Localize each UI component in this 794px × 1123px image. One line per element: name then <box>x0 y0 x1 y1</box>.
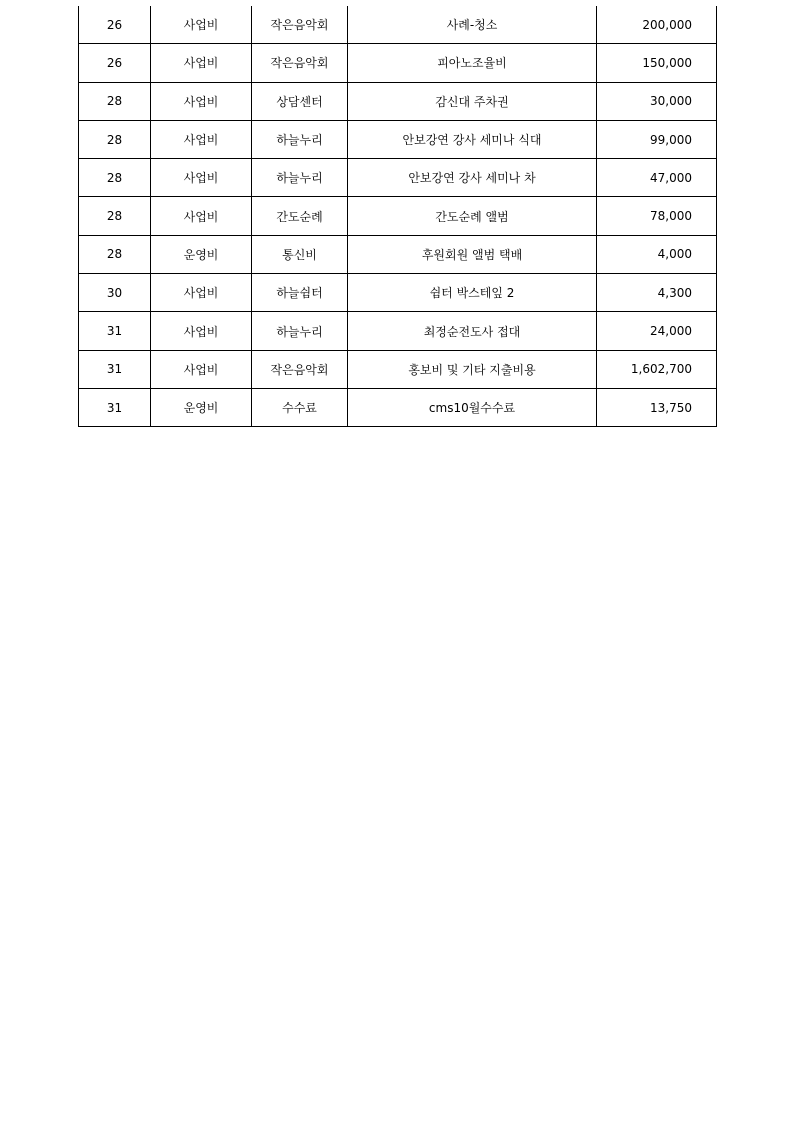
amount-cell: 150,000 <box>597 44 717 82</box>
account-cell: 하늘누리 <box>252 159 348 197</box>
account-cell: 하늘누리 <box>252 312 348 350</box>
category-cell: 사업비 <box>151 120 252 158</box>
day-cell: 26 <box>79 44 151 82</box>
account-cell: 수수료 <box>252 388 348 426</box>
description-cell: 최정순전도사 접대 <box>348 312 597 350</box>
description-cell: 사례-청소 <box>348 6 597 44</box>
amount-cell: 4,000 <box>597 235 717 273</box>
category-cell: 사업비 <box>151 6 252 44</box>
table-row <box>79 6 717 44</box>
category-cell: 사업비 <box>151 197 252 235</box>
category-cell: 사업비 <box>151 312 252 350</box>
category-cell: 사업비 <box>151 159 252 197</box>
account-cell: 작은음악회 <box>252 350 348 388</box>
account-cell: 통신비 <box>252 235 348 273</box>
table-row <box>79 120 717 158</box>
day-cell: 30 <box>79 274 151 312</box>
table-row <box>79 312 717 350</box>
amount-cell: 4,300 <box>597 274 717 312</box>
account-cell: 간도순례 <box>252 197 348 235</box>
amount-cell: 99,000 <box>597 120 717 158</box>
description-cell: 안보강연 강사 세미나 차 <box>348 159 597 197</box>
amount-cell: 1,602,700 <box>597 350 717 388</box>
account-cell: 상담센터 <box>252 82 348 120</box>
amount-cell: 200,000 <box>597 6 717 44</box>
description-cell: 후원회원 앨범 택배 <box>348 235 597 273</box>
table-row <box>79 82 717 120</box>
account-cell: 작은음악회 <box>252 44 348 82</box>
table-row <box>79 159 717 197</box>
amount-cell: 30,000 <box>597 82 717 120</box>
table-row <box>79 350 717 388</box>
category-cell: 사업비 <box>151 44 252 82</box>
day-cell: 31 <box>79 350 151 388</box>
day-cell: 28 <box>79 82 151 120</box>
description-cell: cms10월수수료 <box>348 388 597 426</box>
category-cell: 사업비 <box>151 274 252 312</box>
category-cell: 사업비 <box>151 350 252 388</box>
amount-cell: 13,750 <box>597 388 717 426</box>
description-cell: 감신대 주차권 <box>348 82 597 120</box>
category-cell: 운영비 <box>151 235 252 273</box>
category-cell: 사업비 <box>151 82 252 120</box>
amount-cell: 78,000 <box>597 197 717 235</box>
account-cell: 하늘쉼터 <box>252 274 348 312</box>
day-cell: 31 <box>79 388 151 426</box>
table-row <box>79 44 717 82</box>
day-cell: 28 <box>79 159 151 197</box>
account-cell: 하늘누리 <box>252 120 348 158</box>
expense-ledger-table <box>78 6 717 427</box>
day-cell: 28 <box>79 235 151 273</box>
day-cell: 26 <box>79 6 151 44</box>
description-cell: 안보강연 강사 세미나 식대 <box>348 120 597 158</box>
account-cell: 작은음악회 <box>252 6 348 44</box>
category-cell: 운영비 <box>151 388 252 426</box>
description-cell: 쉼터 박스테잎 2 <box>348 274 597 312</box>
table-row <box>79 235 717 273</box>
day-cell: 28 <box>79 120 151 158</box>
table-row <box>79 274 717 312</box>
description-cell: 홍보비 및 기타 지출비용 <box>348 350 597 388</box>
day-cell: 31 <box>79 312 151 350</box>
description-cell: 피아노조율비 <box>348 44 597 82</box>
table-row <box>79 388 717 426</box>
amount-cell: 47,000 <box>597 159 717 197</box>
description-cell: 간도순례 앨범 <box>348 197 597 235</box>
amount-cell: 24,000 <box>597 312 717 350</box>
table-row <box>79 197 717 235</box>
day-cell: 28 <box>79 197 151 235</box>
